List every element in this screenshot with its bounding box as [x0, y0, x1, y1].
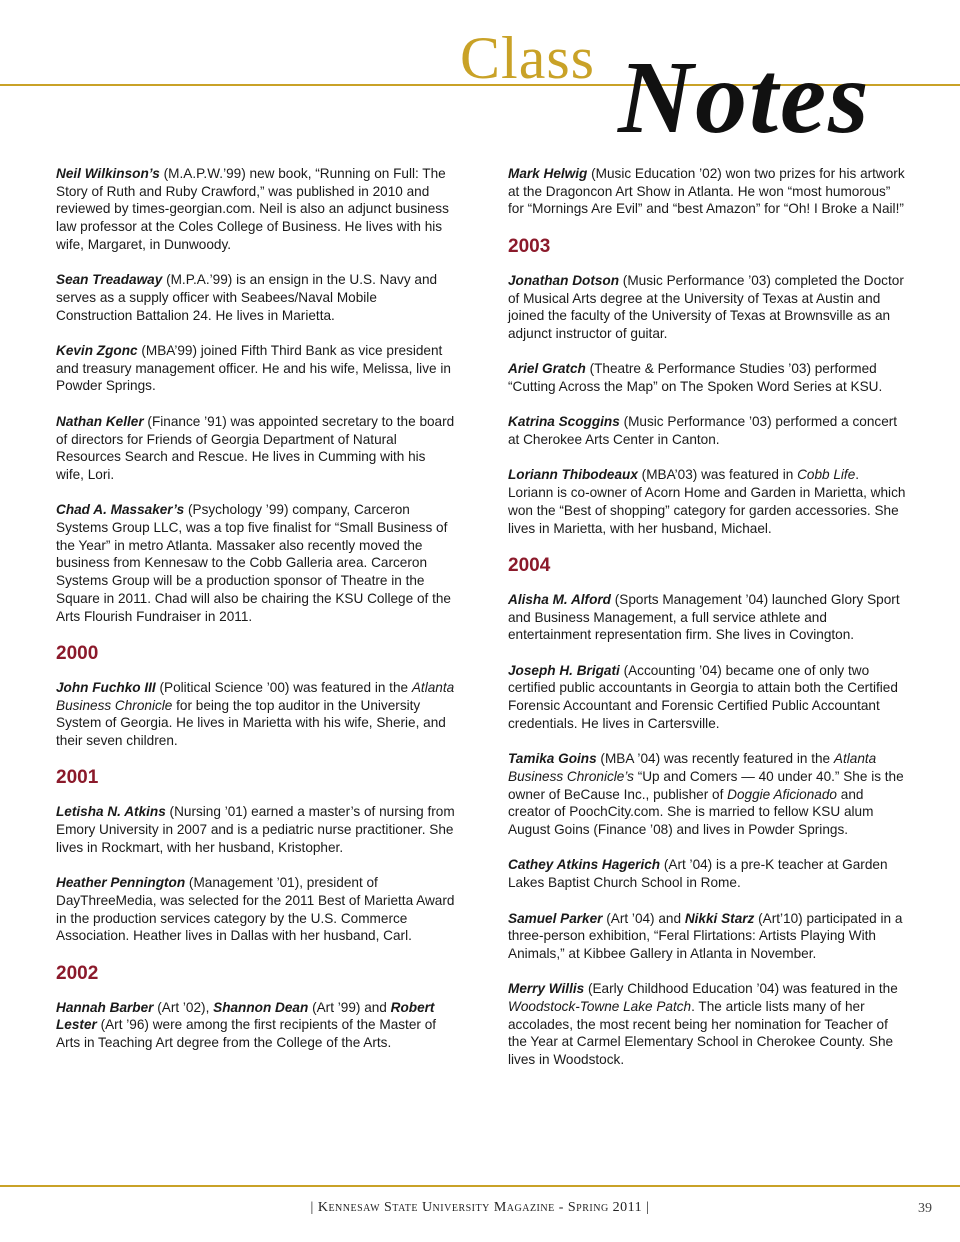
- note-text: (M.P.A.’99) is an ensign in the U.S. Navy and serves as a supply officer with Seabees/Naval Mobile Construction Battalion 24. He lives in Marietta.: [56, 272, 438, 323]
- note-text: (M.A.P.W.’99) new book, “Running on Full: The Story of Ruth and Ruby Crawford,” was published in 2010 and reviewed by times-georgian.com. Neil is also an adjunct business law professor at the Coles College of Business. He lives with his wife, Margaret, in Dunwoody.: [56, 166, 449, 252]
- alumni-name: Mark Helwig: [508, 166, 588, 181]
- class-note: [56, 413, 456, 484]
- note-text: (Art ’99) and: [308, 999, 391, 1015]
- note-text: (MBA’03) was featured in: [637, 467, 798, 483]
- alumni-name: Nathan Keller: [56, 413, 144, 429]
- alumni-name: John Fuchko III: [56, 679, 156, 695]
- alumni-name: Tamika Goins: [508, 751, 597, 767]
- alumni-name: Heather Pennington: [56, 875, 186, 891]
- class-note: [56, 271, 456, 324]
- year-heading-2002: 2002: [56, 962, 99, 984]
- alumni-name: Alisha M. Alford: [508, 591, 611, 607]
- alumni-name: Merry Willis: [508, 981, 585, 997]
- class-note: [56, 501, 456, 625]
- class-note: [56, 803, 456, 856]
- alumni-name: Katrina Scoggins: [508, 414, 620, 430]
- note-text: (Art ’96) were among the first recipients of the Master of Arts in Teaching Art degree from the College of the Arts.: [56, 1017, 437, 1051]
- note-text: (Accounting ’04) became one of only two certified public accountants in Georgia to attain both the Certified Forensic Accountant and Forensic Certified Public Accountant credentials. He lives in Cartersville.: [508, 662, 898, 731]
- note-text: (Early Childhood Education ’04) was featured in the: [584, 981, 898, 997]
- note-text: (Art ’04) is a pre-K teacher at Garden Lakes Baptist Church School in Rome.: [508, 857, 888, 891]
- left-column: [56, 165, 456, 1070]
- note-text: (Political Science ’00) was featured in the: [155, 679, 412, 695]
- note-text: (Theatre & Performance Studies ’03) performed “Cutting Across the Map” on The Spoken Word Series at KSU.: [508, 361, 883, 394]
- title-class: Class: [460, 25, 596, 91]
- alumni-name: Neil Wilkinson’s: [56, 166, 160, 181]
- year-heading-2004: 2004: [508, 554, 551, 576]
- alumni-name: Kevin Zgonc: [56, 343, 138, 358]
- title-notes: Notes: [618, 40, 871, 155]
- class-note: [508, 662, 906, 733]
- note-text: (Art ’04) and: [602, 910, 685, 926]
- class-note: [56, 679, 456, 750]
- note-text: (Management ’01), president of DayThreeMedia, was selected for the 2011 Best of Marietta Award in the production services category by the U.S. Commerce Association. Heather lives in Dallas with her husband, Carl.: [56, 875, 455, 944]
- class-note: [508, 165, 906, 218]
- alumni-name: Cathey Atkins Hagerich: [508, 857, 661, 873]
- note-text: for being the top auditor in the University System of Georgia. He lives in Marietta with his wife, Sherie, and their seven children.: [56, 697, 446, 749]
- note-text: (Nursing ’01) earned a master’s of nursing from Emory University in 2007 and is a pediatric nurse practitioner. She lives in Rockmart, with her husband, Kristopher.: [56, 804, 455, 855]
- alumni-name: Robert Lester: [56, 999, 435, 1033]
- note-text: (Psychology ’99) company, Carceron Systems Group LLC, was a top five finalist for “Small Business of the Year” in metro Atlanta. Massaker also recently moved the business from Kennesaw to the Cobb Galleria area. Carceron Systems Group will be a production sponsor of Theatre in the Square in 2011. Chad will also be chairing the KSU College of the Arts Flourish Fundraiser in 2011.: [56, 502, 451, 624]
- footer-magazine-title: | Kennesaw State University Magazine - Spring 2011 |: [310, 1200, 650, 1215]
- publication-title: Cobb Life: [797, 467, 856, 483]
- footer-rule: [0, 1185, 960, 1187]
- class-note: [508, 856, 906, 891]
- alumni-name: Nikki Starz: [684, 910, 755, 926]
- class-note: [508, 980, 906, 1069]
- note-text: (Music Education ’02) won two prizes for his artwork at the Dragoncon Art Show in Atlanta. He won “most humorous” for “Mornings Are Evil” and “best Amazon” for “Oh! I Broke a Nail!”: [508, 166, 905, 217]
- alumni-name: Shannon Dean: [213, 999, 309, 1015]
- right-column: [508, 165, 906, 1087]
- note-text: (Art’10) participated in a three-person exhibition, “Feral Flirtations: Artists Playing With Animals,” at Kibbee Gallery in Atlanta in November.: [508, 910, 903, 961]
- class-note: [508, 750, 906, 839]
- class-note: [56, 874, 456, 945]
- class-note: [508, 413, 906, 448]
- note-text: and creator of PoochCity.com. She is married to fellow KSU alum August Goins (Finance ’08) and lives in Powder Springs.: [508, 786, 874, 838]
- alumni-name: Loriann Thibodeaux: [508, 467, 638, 483]
- publication-title: Atlanta Business Chronicle’s: [508, 751, 877, 784]
- alumni-name: Joseph H. Brigati: [508, 662, 620, 678]
- class-note: [56, 165, 456, 254]
- class-note: [508, 360, 906, 395]
- note-text: . Loriann is co-owner of Acorn Home and Garden in Marietta, which won the “Best of shopping” category for garden accessories. She lives in Marietta, with her husband, Michael.: [508, 467, 906, 536]
- page-number: 39: [918, 1201, 932, 1216]
- note-text: (Art ’02),: [153, 999, 214, 1015]
- class-note: [508, 272, 906, 343]
- note-text: “Up and Comers — 40 under 40.” She is the owner of BeCause Inc., publisher of: [508, 768, 904, 802]
- publication-title: Atlanta Business Chronicle: [56, 679, 455, 713]
- note-text: (Sports Management ’04) launched Glory Sport and Business Management, a full service athlete and entertainment representation firm. She lives in Covington.: [508, 591, 900, 643]
- class-note: [56, 999, 456, 1052]
- class-note: [508, 466, 906, 537]
- year-heading-2003: 2003: [508, 235, 551, 257]
- note-text: (Finance ’91) was appointed secretary to the board of directors for Friends of Georgia Department of Natural Resources Search and Rescue. He lives in Cumming with his wife, Lori.: [56, 413, 455, 482]
- note-text: (Music Performance ’03) completed the Doctor of Musical Arts degree at the University of Texas at Austin and joined the faculty of the University of Texas at Brownsville as an adjunct instructor of guitar.: [508, 272, 904, 341]
- publication-title: Woodstock-Towne Lake Patch: [508, 999, 692, 1015]
- alumni-name: Sean Treadaway: [56, 272, 163, 288]
- class-note: [508, 591, 906, 644]
- alumni-name: Ariel Gratch: [508, 361, 586, 377]
- note-text: (Music Performance ’03) performed a concert at Cherokee Arts Center in Canton.: [508, 414, 898, 448]
- alumni-name: Jonathan Dotson: [508, 272, 620, 288]
- year-heading-2000: 2000: [56, 642, 99, 664]
- alumni-name: Hannah Barber: [56, 999, 154, 1015]
- note-text: (MBA ’04) was recently featured in the: [596, 751, 834, 767]
- alumni-name: Letisha N. Atkins: [56, 804, 166, 820]
- note-text: . The article lists many of her accolades, the most recent being her nomination for Teacher of the Year at Carmel Elementary School in Cherokee County. She lives in Woodstock.: [508, 999, 894, 1068]
- alumni-name: Samuel Parker: [508, 910, 603, 926]
- note-text: (MBA’99) joined Fifth Third Bank as vice president and treasury management officer. He and his wife, Melissa, live in Powder Springs.: [56, 343, 451, 394]
- class-note: [508, 910, 906, 963]
- alumni-name: Chad A. Massaker’s: [56, 502, 185, 518]
- year-heading-2001: 2001: [56, 767, 99, 789]
- publication-title: Doggie Aficionado: [727, 786, 837, 802]
- class-note: [56, 342, 456, 395]
